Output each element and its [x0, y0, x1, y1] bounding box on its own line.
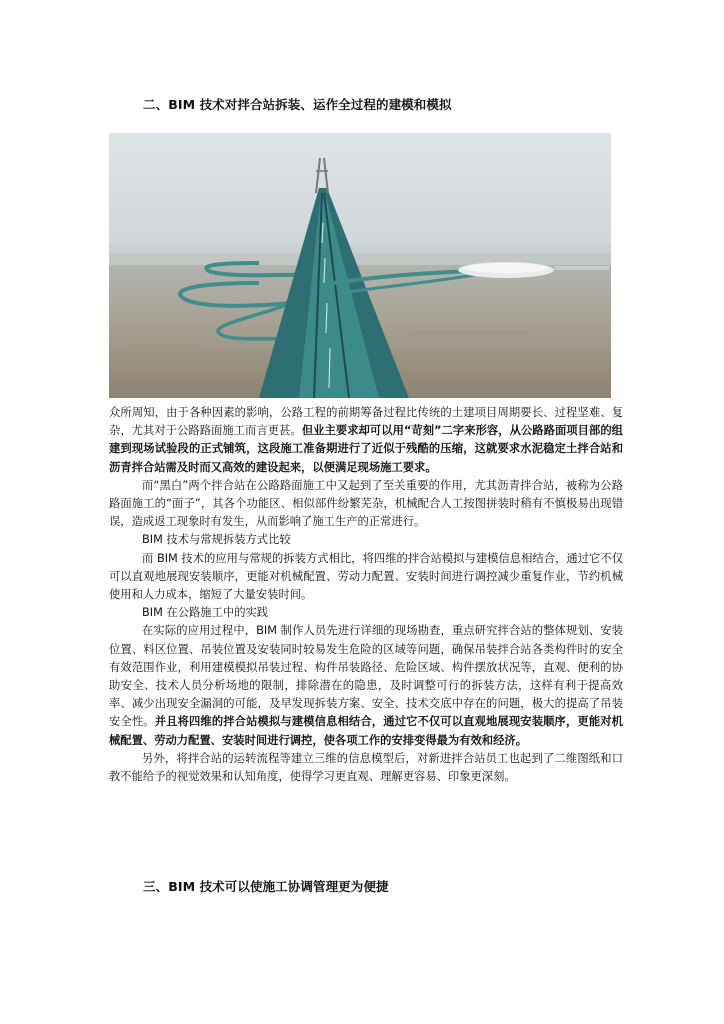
- subheading-2: BIM 在公路施工中的实践: [142, 606, 269, 620]
- paragraph-3: 而 BIM 技术的应用与常规的拆装方式相比，将四维的拌合站模拟与建模信息相结合，通过它不仅可以直观地展现安装顺序，更能对机械配置、劳动力配置、安装时间进行调控减少重复作业，节约机械使用和人力成本，缩短了大量安装时间。: [109, 551, 623, 602]
- subheading-1: BIM 技术与常规拆装方式比较: [142, 533, 291, 547]
- paragraph-1: 众所周知，由于各种因素的影响，公路工程的前期筹备过程比传统的土建项目周期要长、过程坚难、复杂，尤其对于公路路面施工而言更甚。但业主要求却可以用“苛刻”二字来形容，从公路路面项目部的组建到现场试验段的正式铺筑，这段施工准备期进行了近似于残酷的压缩，这就要求水泥稳定土拌合站和沥青拌合站需及时而又高效的建设起来，以便满足现场施工要求。: [109, 406, 623, 474]
- section-2-heading: 二、BIM 技术对拌合站拆装、运作全过程的建模和模拟: [143, 97, 452, 112]
- paragraph-4: 在实际的应用过程中，BIM 制作人员先进行详细的现场勘查，重点研究拌合站的整体规划、安装位置、料区位置、吊装位置及安装同时较易发生危险的区域等问题，确保吊装拌合站各类构件时的安全有效范围作业，利用建模模拟吊装过程、构件吊装路径、危险区域、构件摆放状况等，直观、便利的协助安全、技术人员分析场地的限制，排除潜在的隐患，及时调整可行的拆装方法，这样有利于提高效率、减少出现安全漏洞的可能，及早发现拆装方案、安全、技术交底中存在的问题，极大的提高了吊装安全性。并且将四维的拌合站模拟与建模信息相结合，通过它不仅可以直观地展现安装顺序，更能对机械配置、劳动力配置、安装时间进行调控，使各项工作的安排变得最为有效和经济。: [109, 624, 623, 747]
- bridge-photo: [109, 133, 611, 398]
- body-text: [109, 404, 623, 786]
- paragraph-5: 另外，将拌合站的运转流程等建立三维的信息模型后，对新进拌合站员工也起到了二维图纸和口教不能给予的视觉效果和认知角度，使得学习更直观、理解更容易、印象更深刻。: [109, 751, 623, 784]
- paragraph-1-bold: 但业主要求却可以用“苛刻”二字来形容，从公路路面项目部的组建到现场试验段的正式铺筑，这段施工准备期进行了近似于残酷的压缩，这就要求水泥稳定土拌合站和沥青拌合站需及时而又高效的建设起来，以便满足现场施工要求。: [109, 424, 623, 474]
- section-3-heading: 三、BIM 技术可以使施工协调管理更为便捷: [143, 879, 389, 894]
- paragraph-2: 而“黑白”两个拌合站在公路路面施工中又起到了至关重要的作用，尤其沥青拌合站，被称为公路路面施工的“面子”，其各个功能区、相似部件纷繁芜杂，机械配合人工按图拼装时稍有不慎极易出现错误，造成返工现象时有发生，从而影响了施工生产的正常进行。: [109, 478, 623, 529]
- paragraph-4-bold: 并且将四维的拌合站模拟与建模信息相结合，通过它不仅可以直观地展现安装顺序，更能对机械配置、劳动力配置、安装时间进行调控，使各项工作的安排变得最为有效和经济。: [109, 715, 623, 747]
- sea-bridge-photo: [109, 133, 611, 398]
